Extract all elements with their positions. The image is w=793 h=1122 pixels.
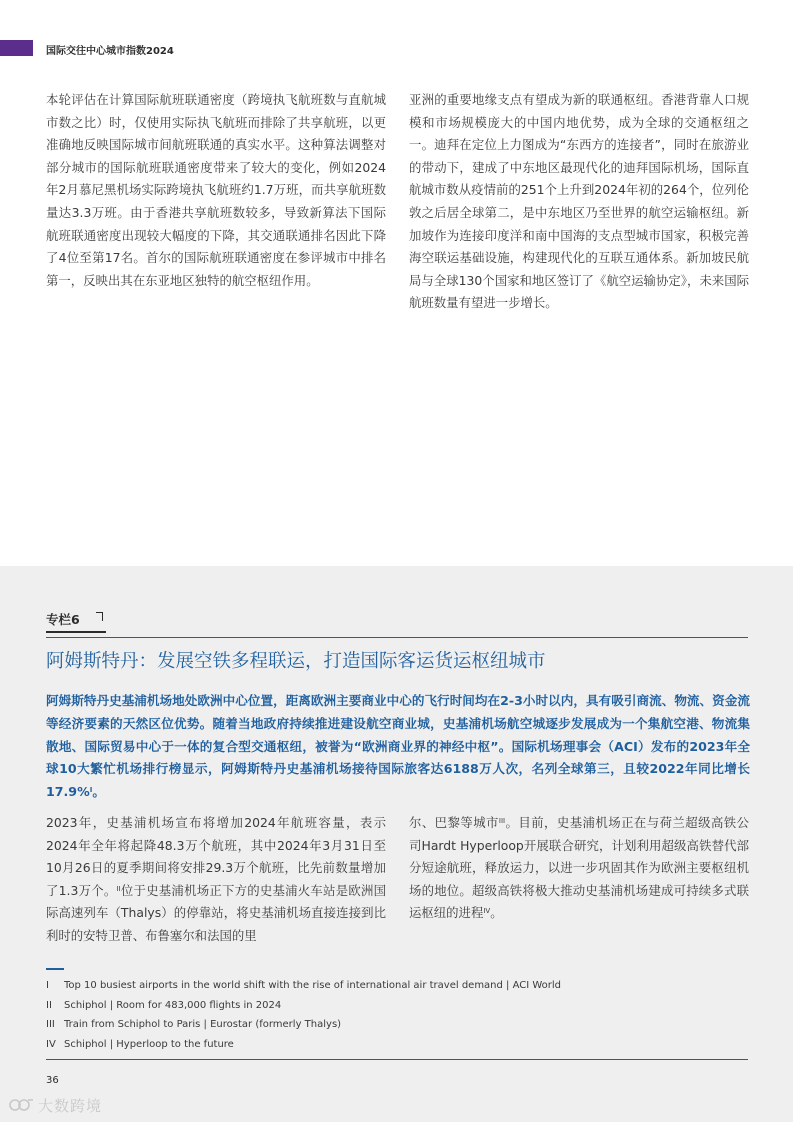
footnote-text: Schiphol | Room for 483,000 flights in 2024	[64, 999, 282, 1011]
body-column-left: 本轮评估在计算国际航班联通密度（跨境执飞航班数与直航城市数之比）时，仅使用实际执飞航班而排除了共享航班，以更准确地反映国际城市间航班联通的真实水平。这种算法调整对部分城市的国际航班联通密度带来了较大的变化，例如2024年2月慕尼黑机场实际跨境执飞航班约1.7万班，而共享航班数量达3.3万班。由于香港共享航班数较多，导致新算法下国际航班联通密度出现较大幅度的下降，其交通联通排名因此下降了4位至第17名。首尔的国际航班联通密度在参评城市中排名第一，反映出其在东亚地区独特的航空枢纽作用。	[46, 92, 386, 288]
case-box-column-left	[46, 812, 386, 948]
header-title: 国际交往中心城市指数2024	[46, 46, 174, 57]
case-text-left-a: 2023年，史基浦机场宣布将增加2024年航班容量，表示2024年全年将起降48.3万个航班，其中2024年3月31日至10月26日的夏季期间将安排29.3万个航班，比先前数量增加了1.3万个。	[46, 815, 386, 898]
footnote-item	[46, 996, 746, 1016]
footnote-number: II	[46, 999, 52, 1011]
case-box-label-underline	[46, 631, 106, 633]
footnote-ref-2: II	[116, 884, 121, 893]
footnote-number: III	[46, 1019, 55, 1031]
intro-end: 。	[92, 784, 105, 800]
footnote-number: I	[46, 980, 49, 991]
footnote-number: IV	[46, 1039, 56, 1051]
footnotes	[46, 976, 746, 1055]
footnote-text: Top 10 busiest airports in the world shift with the rise of international air travel demand | ACI World	[64, 980, 562, 991]
case-text-right-a: 尔、巴黎等城市	[409, 815, 499, 830]
body-column-right: 亚洲的重要地缘支点有望成为新的联通枢纽。香港背靠人口规模和市场规模庞大的中国内地优势，成为全球的交通枢纽之一。迪拜在定位上力图成为“东西方的连接者”，同时在旅游业的带动下，建成了中东地区最现代化的迪拜国际机场，国际直航城市数从疫情前的251个上升到2024年初的264个，位列伦敦之后居全球第二，是中东地区乃至世界的航空运输枢纽。新加坡作为连接印度洋和南中国海的支点型城市国家，积极完善海空联运基础设施，构建现代化的互联互通体系。新加坡民航局与全球130个国家和地区签订了《航空运输协定》，未来国际航班数量有望进一步增长。	[409, 92, 749, 311]
footnote-ref-3: III	[498, 817, 506, 825]
header-color-tab	[0, 40, 33, 56]
case-text-left-b: 位于史基浦机场正下方的史基浦火车站是欧洲国际高速列车（Thalys）的停靠站，将史基浦机场直接连接到比利时的安特卫普、布鲁塞尔和法国的里	[46, 882, 386, 943]
case-text-right-b: 。目前，史基浦机场正在与荷兰超级高铁公司Hardt Hyperloop开展联合研究，计划利用超级高铁替代部分短途航班，释放运力，以进一步巩固其作为欧洲主要枢纽机场的地位。超级高铁将极大推动史基浦机场建成可持续多式联运枢纽的进程	[409, 815, 750, 921]
case-box-label-tick	[96, 612, 103, 621]
footnote-ref-4: IV	[483, 907, 491, 916]
watermark	[8, 1094, 102, 1116]
case-box-label: 专栏6	[46, 612, 80, 627]
footnote-item	[46, 1015, 746, 1035]
footer-divider	[46, 1059, 748, 1060]
footnotes-accent	[46, 968, 64, 970]
footnote-text: Train from Schiphol to Paris | Eurostar (formerly Thalys)	[64, 1019, 342, 1031]
intro-text: 阿姆斯特丹史基浦机场地处欧洲中心位置，距离欧洲主要商业中心的飞行时间均在2-3小时以内，具有吸引商流、物流、资金流等经济要素的天然区位优势。随着当地政府持续推进建设航空商业城，史基浦机场航空城逐步发展成为一个集航空港、物流集散地、国际贸易中心于一体的复合型交通枢纽，被誉为“欧洲商业界的神经中枢”。国际机场理事会（ACI）发布的2023年全球10大繁忙机场排行榜显示，阿姆斯特丹史基浦机场接待国际旅客达6188万人次，名列全球第三，且较2022年同比增长17.9%	[46, 693, 750, 800]
footnote-item	[46, 1035, 746, 1055]
watermark-text: 大数跨境	[38, 1096, 103, 1115]
case-box-column-right	[409, 812, 749, 925]
page-number: 36	[46, 1075, 59, 1086]
case-box-title: 阿姆斯特丹：发展空铁多程联运，打造国际客运货运枢纽城市	[46, 651, 546, 672]
case-box-intro	[46, 690, 750, 804]
footnote-item	[46, 976, 746, 996]
case-box-divider	[46, 637, 748, 638]
footnote-ref-1: I	[89, 786, 93, 795]
footnote-text: Schiphol | Hyperloop to the future	[64, 1039, 234, 1051]
case-text-right-c: 。	[490, 905, 503, 921]
watermark-logo-icon	[8, 1096, 34, 1114]
